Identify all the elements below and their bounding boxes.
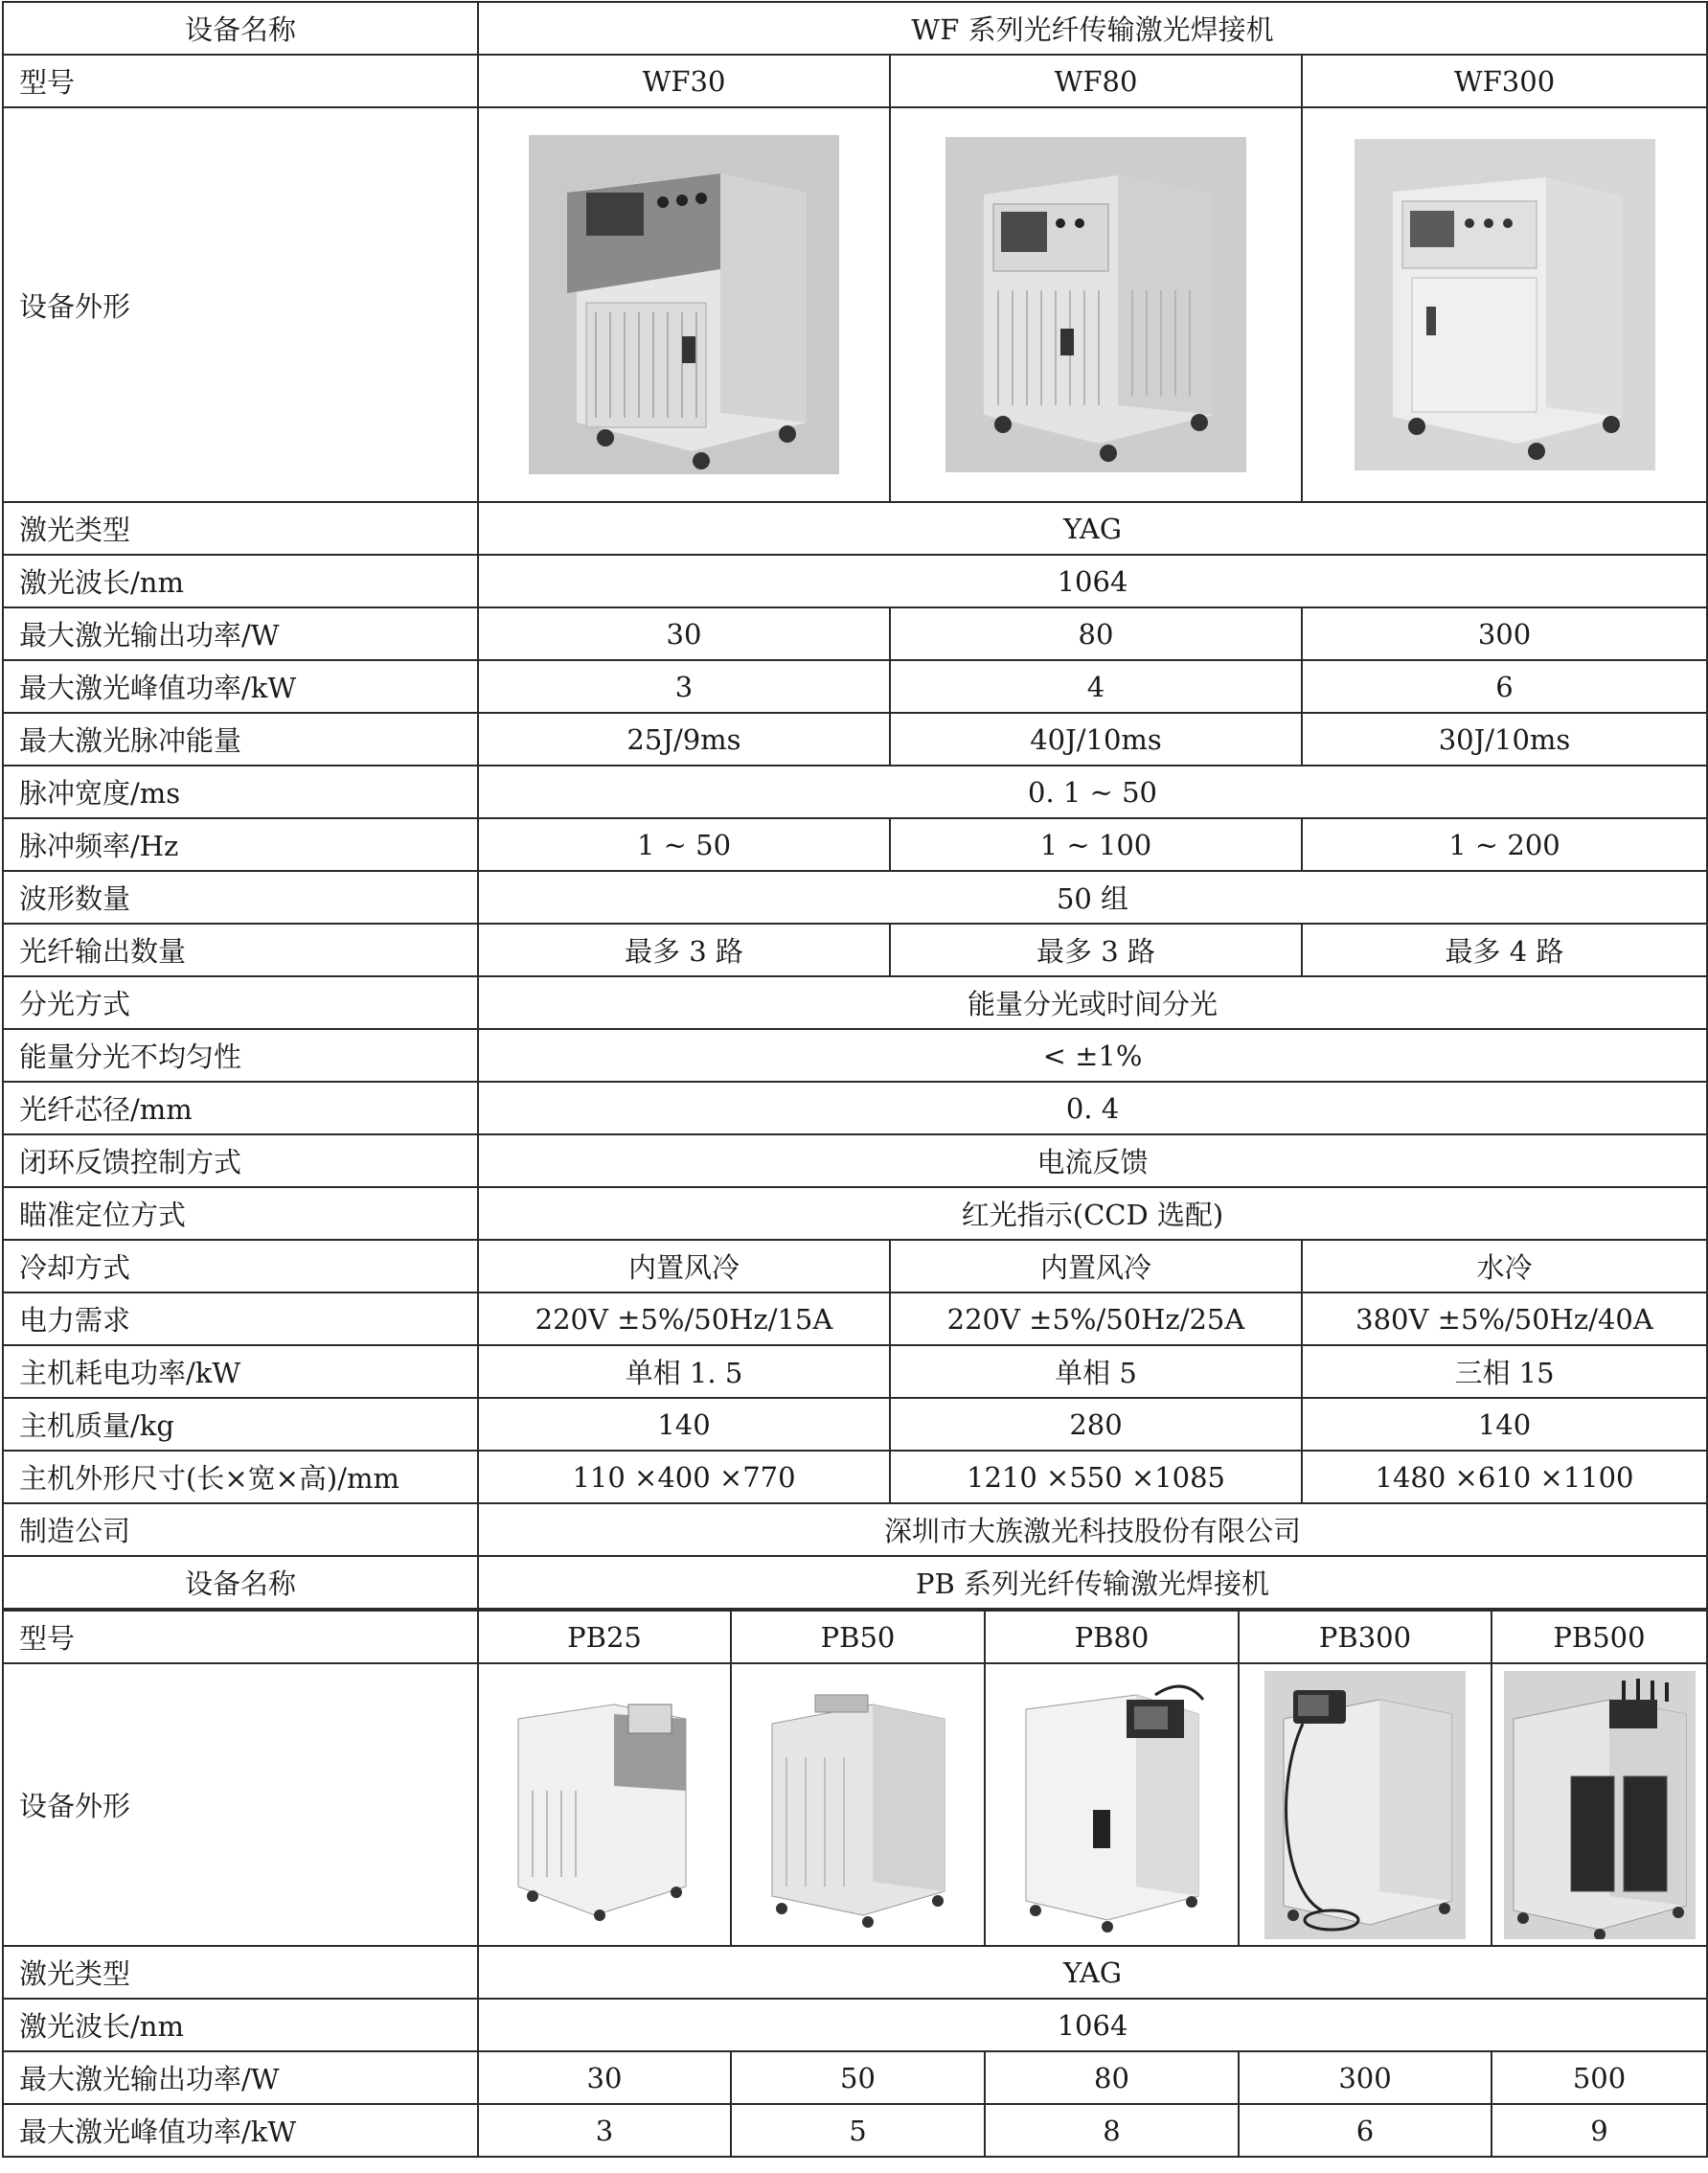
pb-max-peak-cell: 8: [985, 2104, 1239, 2157]
wf-max-output-cell: 30: [478, 607, 890, 660]
wf-cooling-cell: 水冷: [1302, 1240, 1707, 1292]
wf-mass-cell: 140: [478, 1398, 890, 1451]
wf-max-peak-cell: 4: [890, 660, 1302, 713]
wf-row-label-max-output: 最大激光输出功率/W: [3, 607, 478, 660]
wf-consumption-cell: 单相 1. 5: [478, 1345, 890, 1398]
wf-pulse-freq-cell: 1 ~ 100: [890, 818, 1302, 871]
pb-model-5: PB500: [1492, 1611, 1707, 1663]
wf-row-label-fiber-core: 光纤芯径/mm: [3, 1082, 478, 1134]
wf-row-label-split-mode: 分光方式: [3, 976, 478, 1029]
wf-header-value: WF 系列光纤传输激光焊接机: [478, 2, 1707, 55]
wf-row-label-power-req: 电力需求: [3, 1292, 478, 1345]
wf-aiming-value: 红光指示(CCD 选配): [478, 1187, 1707, 1240]
wf300-machine-image: [1355, 139, 1655, 470]
wf80-machine-image: [945, 137, 1246, 472]
wf-dimensions-cell: 1210 ×550 ×1085: [890, 1451, 1302, 1503]
wf80-photo-cell: [890, 107, 1302, 502]
wf-spec-table: [2, 1, 1708, 1610]
wf-appearance-label: 设备外形: [3, 107, 478, 502]
wf-row-label-mass: 主机质量/kg: [3, 1398, 478, 1451]
pb50-machine-image: [758, 1681, 959, 1930]
wf-row-label-fiber-outputs: 光纤输出数量: [3, 924, 478, 976]
wf30-photo-cell: [478, 107, 890, 502]
pb25-photo-cell: [478, 1663, 731, 1946]
wf-fiber-outputs-cell: 最多 3 路: [478, 924, 890, 976]
wf-header-label: 设备名称: [3, 2, 478, 55]
wf-model-3: WF300: [1302, 55, 1707, 107]
wf-maker-value: 深圳市大族激光科技股份有限公司: [478, 1503, 1707, 1556]
pb-spec-table: [2, 1610, 1708, 2158]
wf-max-peak-cell: 3: [478, 660, 890, 713]
pb300-machine-image: [1264, 1671, 1466, 1939]
pb-wavelength-value: 1064: [478, 1999, 1707, 2051]
wf-power-req-cell: 220V ±5%/50Hz/25A: [890, 1292, 1302, 1345]
pb-row-label-wavelength: 激光波长/nm: [3, 1999, 478, 2051]
pb-max-peak-cell: 6: [1239, 2104, 1492, 2157]
wf-consumption-cell: 三相 15: [1302, 1345, 1707, 1398]
wf-fiber-core-value: 0. 4: [478, 1082, 1707, 1134]
pb500-photo-cell: [1492, 1663, 1707, 1946]
wf-consumption-cell: 单相 5: [890, 1345, 1302, 1398]
pb-max-output-cell: 30: [478, 2051, 731, 2104]
wf-power-req-cell: 380V ±5%/50Hz/40A: [1302, 1292, 1707, 1345]
pb-model-2: PB50: [731, 1611, 985, 1663]
wf-row-label-maker: 制造公司: [3, 1503, 478, 1556]
pb300-photo-cell: [1239, 1663, 1492, 1946]
wf-pulse-energy-cell: 40J/10ms: [890, 713, 1302, 766]
wf-model-2: WF80: [890, 55, 1302, 107]
pb-max-peak-cell: 9: [1492, 2104, 1707, 2157]
wf-mass-cell: 280: [890, 1398, 1302, 1451]
pb-max-output-cell: 80: [985, 2051, 1239, 2104]
pb25-machine-image: [509, 1685, 700, 1925]
pb500-machine-image: [1504, 1671, 1696, 1939]
wf-row-label-cooling: 冷却方式: [3, 1240, 478, 1292]
wf30-machine-image: [529, 135, 839, 474]
wf-row-label-dimensions: 主机外形尺寸(长×宽×高)/mm: [3, 1451, 478, 1503]
pb-row-label-max-output: 最大激光输出功率/W: [3, 2051, 478, 2104]
wf-model-label: 型号: [3, 55, 478, 107]
pb-max-output-cell: 50: [731, 2051, 985, 2104]
wf-row-label-wavelength: 激光波长/nm: [3, 555, 478, 607]
wf-cooling-cell: 内置风冷: [890, 1240, 1302, 1292]
wf-waveforms-value: 50 组: [478, 871, 1707, 924]
wf-laser-type-value: YAG: [478, 502, 1707, 555]
wf-pulse-width-value: 0. 1 ~ 50: [478, 766, 1707, 818]
pb-max-output-cell: 300: [1239, 2051, 1492, 2104]
pb-header-value: PB 系列光纤传输激光焊接机: [478, 1556, 1707, 1609]
wf-split-uniformity-value: < ±1%: [478, 1029, 1707, 1082]
wf-wavelength-value: 1064: [478, 555, 1707, 607]
pb-max-peak-cell: 5: [731, 2104, 985, 2157]
wf-row-label-feedback: 闭环反馈控制方式: [3, 1134, 478, 1187]
wf-mass-cell: 140: [1302, 1398, 1707, 1451]
wf-pulse-freq-cell: 1 ~ 200: [1302, 818, 1707, 871]
pb-model-1: PB25: [478, 1611, 731, 1663]
wf-power-req-cell: 220V ±5%/50Hz/15A: [478, 1292, 890, 1345]
wf-row-label-pulse-width: 脉冲宽度/ms: [3, 766, 478, 818]
pb50-photo-cell: [731, 1663, 985, 1946]
pb-model-3: PB80: [985, 1611, 1239, 1663]
wf-pulse-energy-cell: 25J/9ms: [478, 713, 890, 766]
wf-dimensions-cell: 1480 ×610 ×1100: [1302, 1451, 1707, 1503]
wf-row-label-split-uniformity: 能量分光不均匀性: [3, 1029, 478, 1082]
wf-pulse-energy-cell: 30J/10ms: [1302, 713, 1707, 766]
wf-row-label-pulse-energy: 最大激光脉冲能量: [3, 713, 478, 766]
wf-max-output-cell: 300: [1302, 607, 1707, 660]
wf-max-output-cell: 80: [890, 607, 1302, 660]
wf-row-label-waveforms: 波形数量: [3, 871, 478, 924]
pb-laser-type-value: YAG: [478, 1946, 1707, 1999]
wf-fiber-outputs-cell: 最多 3 路: [890, 924, 1302, 976]
pb80-machine-image: [1012, 1676, 1213, 1934]
wf-cooling-cell: 内置风冷: [478, 1240, 890, 1292]
wf-feedback-value: 电流反馈: [478, 1134, 1707, 1187]
wf-row-label-max-peak: 最大激光峰值功率/kW: [3, 660, 478, 713]
pb-model-4: PB300: [1239, 1611, 1492, 1663]
pb-header-label: 设备名称: [3, 1556, 478, 1609]
pb-row-label-max-peak: 最大激光峰值功率/kW: [3, 2104, 478, 2157]
pb-max-output-cell: 500: [1492, 2051, 1707, 2104]
wf-model-1: WF30: [478, 55, 890, 107]
pb80-photo-cell: [985, 1663, 1239, 1946]
wf-row-label-aiming: 瞄准定位方式: [3, 1187, 478, 1240]
pb-row-label-laser-type: 激光类型: [3, 1946, 478, 1999]
wf-row-label-consumption: 主机耗电功率/kW: [3, 1345, 478, 1398]
wf-row-label-pulse-freq: 脉冲频率/Hz: [3, 818, 478, 871]
wf300-photo-cell: [1302, 107, 1707, 502]
pb-model-label: 型号: [3, 1611, 478, 1663]
wf-fiber-outputs-cell: 最多 4 路: [1302, 924, 1707, 976]
wf-split-mode-value: 能量分光或时间分光: [478, 976, 1707, 1029]
pb-appearance-label: 设备外形: [3, 1663, 478, 1946]
wf-pulse-freq-cell: 1 ~ 50: [478, 818, 890, 871]
wf-row-label-laser-type: 激光类型: [3, 502, 478, 555]
pb-max-peak-cell: 3: [478, 2104, 731, 2157]
wf-dimensions-cell: 110 ×400 ×770: [478, 1451, 890, 1503]
wf-max-peak-cell: 6: [1302, 660, 1707, 713]
